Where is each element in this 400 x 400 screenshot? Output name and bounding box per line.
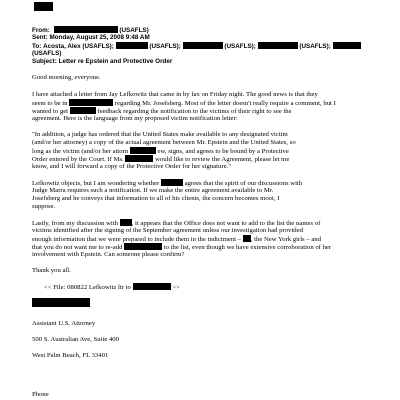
- body-p3-line-5: involvement with Epstein. Can someone please confirm?: [32, 251, 185, 258]
- quote-line-2: (and/or her attorney) a copy of the actual agreement between Mr. Epstein and the United States, so: [32, 139, 296, 146]
- subject-line: [32, 58, 394, 66]
- to-suffix-1: (USAFLS);: [149, 43, 181, 50]
- signature-name-redaction: [32, 298, 90, 307]
- body-p2-line-1: Lefkowitz objects, but I am wondering whether agrees that the spirit of our discussions with: [32, 180, 303, 187]
- top-redaction: [34, 2, 53, 11]
- body-p1-line-2: seem to be in regarding Mr. Josefsberg. Most of the letter doesn't really require a comment, but I: [32, 100, 336, 107]
- redaction-p2: [161, 179, 183, 186]
- quote-line-1: "In addition, a judge has ordered that the United States make available to any designated victim: [32, 131, 288, 138]
- sent-line: [32, 34, 394, 42]
- redaction-p3a: [120, 219, 132, 226]
- to-suffix-2: (USAFLS);: [224, 43, 256, 50]
- to-label: To:: [32, 43, 42, 50]
- sent-label: Sent:: [32, 34, 48, 41]
- body-p3-line-1: Lastly, from my discussion with , it appears that the Office does not want to add to the list the names of: [32, 220, 321, 227]
- thanks: Thank you all.: [32, 267, 71, 274]
- body-p3-line-3: enough information that we were prepared to include them in the indictment – , the New York girls – and: [32, 236, 321, 243]
- sent-value: Monday, August 25, 2008 9:48 AM: [49, 34, 150, 41]
- from-suffix: (USAFLS): [119, 27, 149, 34]
- subject-value: Letter re Epstein and Protective Order: [58, 58, 173, 65]
- redaction-p3c: [124, 243, 162, 250]
- redaction-p1b: [70, 107, 96, 114]
- body-p1-line-4: agreement. Here is the language from my proposed victim notification letter:: [32, 115, 238, 122]
- to-redaction-2: [183, 42, 223, 49]
- body-p3-line-2: victims identified after the signing of the September agreement unless our investigation had provided: [32, 227, 303, 234]
- redaction-p3b: [243, 235, 251, 242]
- body-p1-line-1: I have attached a letter from Jay Lefkowitz that came in by fax on Friday night. The good news is that they: [32, 91, 318, 98]
- body-p2-line-3: Josefsberg and he conveys that information to all of his clients, the concern becomes moot, I: [32, 195, 280, 202]
- to-value: Acosta, Alex (USAFLS);: [43, 43, 114, 50]
- greeting: Good morning, everyone.: [32, 74, 101, 81]
- signature-title: Assistant U.S. Attorney: [32, 320, 96, 327]
- signature-address-1: 500 S. Australian Ave, Suite 400: [32, 336, 119, 343]
- signature-phone: Phone: [32, 391, 49, 398]
- body-p2-line-2: Judge Marra requires such a notification. If we make the entire agreement available to Mr.: [32, 187, 274, 194]
- attachment-line[interactable]: << File: 080822 Lefkowitz ltr to >>: [44, 284, 180, 291]
- quote-line-4: Order entered by the Court. If Ms. would like to review the Agreement, please let me: [32, 156, 290, 163]
- redaction-attachment: [133, 283, 171, 290]
- body-p2-line-4: suppose.: [32, 203, 56, 210]
- to-line-2: [32, 50, 394, 58]
- body-p3-line-4: that you do not want me to re-add to the list, even though we have extensive corroboration of her: [32, 244, 332, 251]
- to-suffix-3: (USAFLS);: [299, 43, 331, 50]
- redaction-q1: [130, 147, 156, 154]
- to-redaction-3: [258, 42, 298, 49]
- to-redaction-1: [116, 42, 148, 49]
- to-redaction-4: [333, 42, 361, 49]
- body-p1-line-3: wanted to get feedback regarding the notification to the victims of their right to see the: [32, 108, 292, 115]
- redaction-p1a: [69, 99, 113, 106]
- from-label: From:: [32, 27, 50, 34]
- subject-label: Subject:: [32, 58, 57, 65]
- redaction-q2: [125, 155, 153, 162]
- quote-line-5: know, and I will forward a copy of the Protective Order for her signature.": [32, 163, 231, 170]
- signature-address-2: West Palm Beach, FL 33401: [32, 352, 109, 359]
- to-line2-value: (USAFLS): [32, 50, 62, 57]
- from-redaction: [54, 26, 118, 33]
- quote-line-3: long as the victim (and/or her attorn ew, signs, and agrees to be bound by a Protective: [32, 148, 289, 155]
